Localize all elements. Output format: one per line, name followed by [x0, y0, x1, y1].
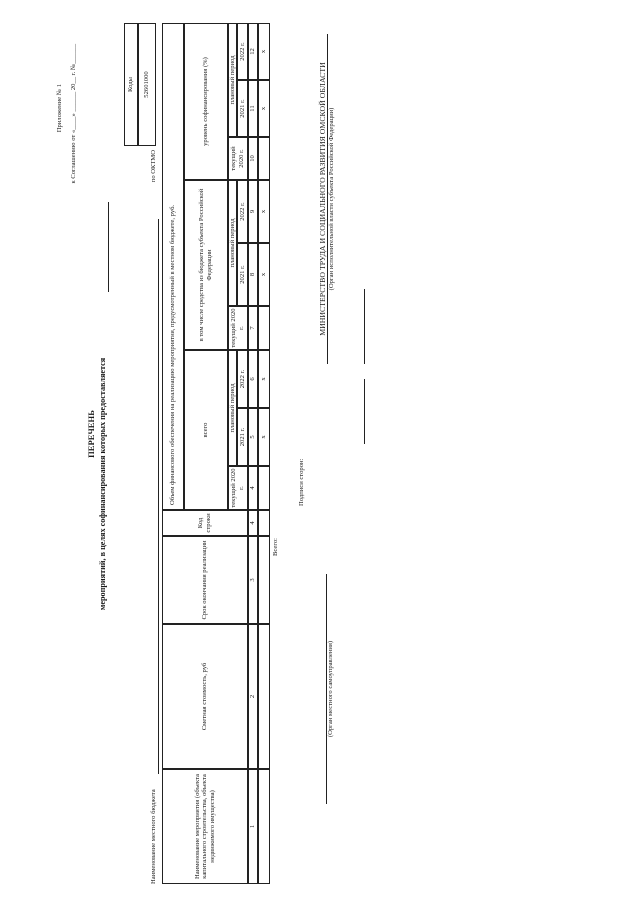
- incl-2022: 2022 г.: [237, 180, 248, 243]
- table-cell: [258, 306, 270, 350]
- incl-current: текущий 2020 г.: [228, 306, 248, 350]
- appendix-label: Приложение № 1: [56, 84, 63, 133]
- level-2022: 2022 г.: [237, 23, 248, 80]
- col-number: 6: [248, 350, 258, 408]
- col-header-total: всего: [184, 350, 228, 510]
- level-2021: 2021 г.: [237, 80, 248, 137]
- col-number: 4: [248, 466, 258, 510]
- document-title: ПЕРЕЧЕНЬ: [86, 410, 96, 458]
- col-number: 11: [248, 80, 258, 137]
- col-number: 2: [248, 624, 258, 769]
- col-header-name: Наименование мероприятия (объекта капитального строительства, объекта недвижимого имущества): [162, 769, 248, 884]
- table-cell: x: [258, 23, 270, 80]
- right-signature-line-2: [364, 289, 365, 364]
- table-cell: [258, 624, 270, 769]
- total-2021: 2021 г.: [237, 408, 248, 466]
- col-header-volume: Объем финансового обеспечения на реализацию мероприятия, предусмотренный в местном бюджете, руб.: [162, 23, 184, 510]
- right-org-caption: (Орган исполнительной власти субъекта Российской Федерации): [328, 107, 335, 291]
- oktmo-label: по ОКТМО: [150, 150, 157, 183]
- left-org-caption: (Орган местного самоуправления): [327, 640, 334, 738]
- table-cell: x: [258, 80, 270, 137]
- level-current: текущий 2020 г.: [228, 137, 248, 180]
- table-cell: x: [258, 350, 270, 408]
- col-number: 8: [248, 243, 258, 306]
- col-number: 3: [248, 536, 258, 624]
- total-current: текущий 2020 г.: [228, 466, 248, 510]
- table-cell: [258, 536, 270, 624]
- right-signature-line: [364, 379, 365, 444]
- table-cell: [258, 137, 270, 180]
- total-2022: 2022 г.: [237, 350, 248, 408]
- agreement-line: к Соглашению от «____» ______ 20__ г. №______: [70, 44, 77, 184]
- col-header-cost: Сметная стоимость, руб: [162, 624, 248, 769]
- col-header-incl: в том числе средства из бюджета субъекта Российской Федерации: [184, 180, 228, 350]
- signatures-heading: Подписи сторон:: [298, 458, 305, 506]
- table-cell: x: [258, 408, 270, 466]
- table-cell: [258, 466, 270, 510]
- col-header-level: уровень софинансирования (%): [184, 23, 228, 180]
- total-planned: плановый период: [228, 350, 237, 466]
- oktmo-code: 52601000: [138, 23, 156, 146]
- table-cell: x: [258, 243, 270, 306]
- col-number: 12: [248, 23, 258, 80]
- table-cell: [258, 510, 270, 536]
- incl-planned: плановый период: [228, 180, 237, 306]
- document-subtitle: мероприятий, в целях софинансирования которых предоставляется: [98, 357, 107, 611]
- right-org-name: МИНИСТЕРСТВО ТРУДА И СОЦИАЛЬНОГО РАЗВИТИЯ ОМСКОЙ ОБЛАСТИ: [318, 62, 327, 336]
- table-cell: [258, 769, 270, 884]
- col-number: 4: [248, 510, 258, 536]
- subtitle-fill-line: [108, 202, 109, 292]
- table-cell: x: [258, 180, 270, 243]
- col-header-deadline: Срок окончания реализации: [162, 536, 248, 624]
- col-header-code: Код строки: [162, 510, 248, 536]
- col-number: 5: [248, 408, 258, 466]
- codes-header: Коды: [124, 23, 138, 146]
- col-number: 7: [248, 306, 258, 350]
- total-label: Всего:: [272, 538, 279, 557]
- budget-name-line: [158, 219, 159, 774]
- level-planned: плановый период: [228, 23, 237, 137]
- col-number: 10: [248, 137, 258, 180]
- col-number: 9: [248, 180, 258, 243]
- col-number: 1: [248, 769, 258, 884]
- incl-2021: 2021 г.: [237, 243, 248, 306]
- budget-name-label: Наименование местного бюджета: [150, 789, 157, 884]
